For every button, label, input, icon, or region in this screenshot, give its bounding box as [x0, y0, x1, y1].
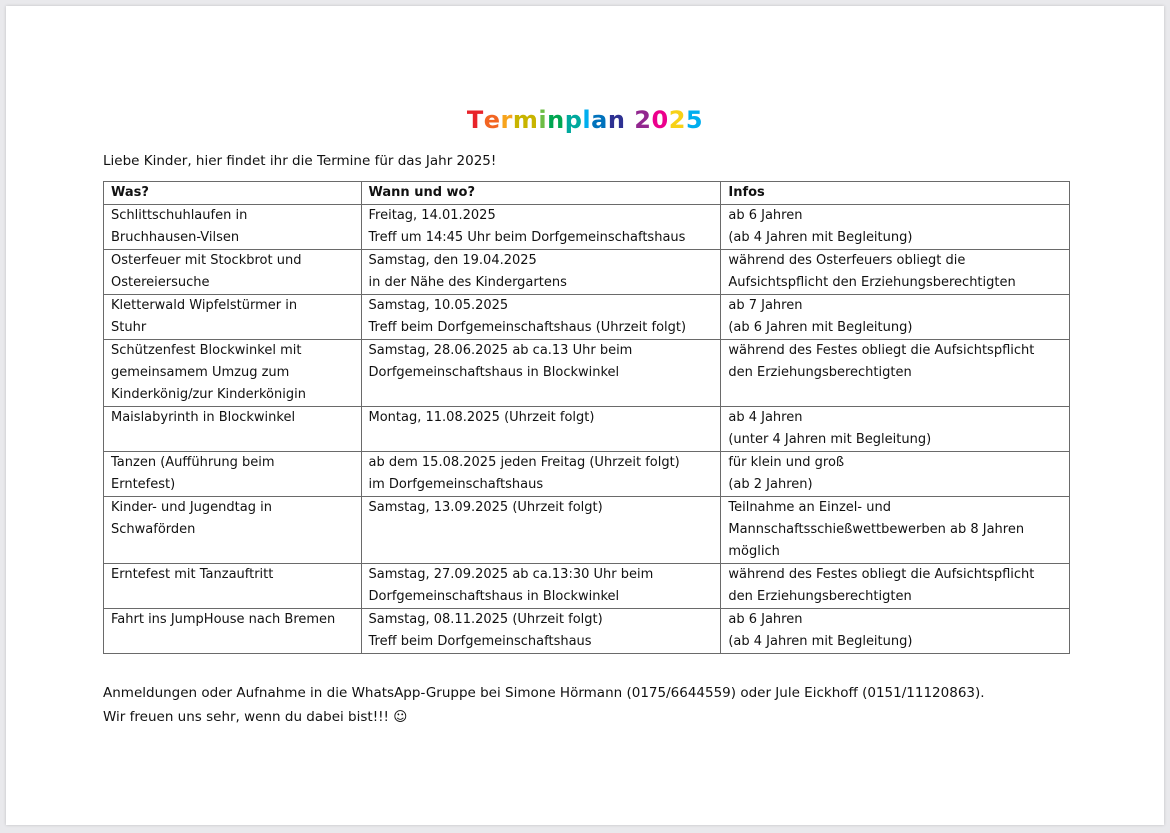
intro-text: Liebe Kinder, hier findet ihr die Termine für das Jahr 2025! [103, 153, 497, 169]
footer-registration-line: Anmeldungen oder Aufnahme in die WhatsApp-Gruppe bei Simone Hörmann (0175/6644559) oder Jule Eickhoff (0151/11120863). [103, 685, 985, 701]
cell-line: ab dem 15.08.2025 jeden Freitag (Uhrzeit folgt) [368, 455, 680, 470]
cell-infos [721, 340, 1070, 407]
cell-line: ab 6 Jahren [728, 612, 803, 627]
cell-line: ab 4 Jahren [728, 410, 803, 425]
cell-infos [721, 609, 1070, 654]
header-was: Was? [104, 182, 362, 205]
cell-line: Ostereiersuche [111, 275, 210, 290]
cell-line: für klein und groß [728, 455, 845, 470]
cell-line: möglich [728, 544, 780, 559]
cell-line: in der Nähe des Kindergartens [368, 275, 567, 290]
title-letter: n [607, 106, 626, 134]
cell-was [104, 407, 362, 452]
table-header-row [104, 182, 1070, 205]
cell-line: Kinderkönig/zur Kinderkönigin [111, 387, 306, 402]
cell-line: Bruchhausen-Vilsen [111, 230, 240, 245]
cell-infos [721, 497, 1070, 564]
cell-was [104, 205, 362, 250]
cell-wann [361, 250, 721, 295]
cell-was [104, 250, 362, 295]
cell-was [104, 497, 362, 564]
cell-wann [361, 407, 721, 452]
cell-line: während des Osterfeuers obliegt die [728, 253, 966, 268]
title-letter: m [512, 106, 539, 134]
cell-wann [361, 340, 721, 407]
cell-line: Treff beim Dorfgemeinschaftshaus [368, 634, 592, 649]
title-letter: e [483, 106, 501, 134]
table-row [104, 452, 1070, 497]
cell-line: den Erziehungsberechtigten [728, 589, 912, 604]
table-row [104, 564, 1070, 609]
table-row [104, 609, 1070, 654]
cell-line: Fahrt ins JumpHouse nach Bremen [111, 612, 336, 627]
cell-wann [361, 205, 721, 250]
cell-wann [361, 295, 721, 340]
cell-line: Dorfgemeinschaftshaus in Blockwinkel [368, 365, 620, 380]
title-letter [625, 106, 634, 134]
schedule-table [103, 181, 1070, 654]
header-infos: Infos [721, 182, 1070, 205]
cell-line: Samstag, 13.09.2025 (Uhrzeit folgt) [368, 500, 603, 515]
cell-was [104, 295, 362, 340]
table-row [104, 340, 1070, 407]
cell-line: Maislabyrinth in Blockwinkel [111, 410, 296, 425]
cell-line: Stuhr [111, 320, 147, 335]
title-letter: T [466, 106, 484, 134]
title-letter: a [591, 106, 608, 134]
title-letter: p [564, 106, 583, 134]
cell-line: Treff beim Dorfgemeinschaftshaus (Uhrzeit folgt) [368, 320, 687, 335]
footer-text [103, 681, 985, 729]
cell-line: Kletterwald Wipfelstürmer in [111, 298, 298, 313]
cell-line: Freitag, 14.01.2025 [368, 208, 496, 223]
cell-line: Erntefest mit Tanzauftritt [111, 567, 274, 582]
cell-line: Samstag, 08.11.2025 (Uhrzeit folgt) [368, 612, 603, 627]
cell-line: Montag, 11.08.2025 (Uhrzeit folgt) [368, 410, 595, 425]
cell-line: Schlittschuhlaufen in [111, 208, 248, 223]
table-row [104, 497, 1070, 564]
table-row [104, 295, 1070, 340]
cell-line: Kinder- und Jugendtag in [111, 500, 272, 515]
cell-line: Osterfeuer mit Stockbrot und [111, 253, 302, 268]
cell-line: Aufsichtspflicht den Erziehungsberechtigten [728, 275, 1016, 290]
cell-was [104, 564, 362, 609]
cell-line: Samstag, 27.09.2025 ab ca.13:30 Uhr beim [368, 567, 654, 582]
cell-wann [361, 609, 721, 654]
cell-infos [721, 205, 1070, 250]
cell-line: den Erziehungsberechtigten [728, 365, 912, 380]
cell-line: während des Festes obliegt die Aufsichtspflicht [728, 343, 1035, 358]
cell-wann [361, 452, 721, 497]
cell-line: ab 6 Jahren [728, 208, 803, 223]
cell-line: Erntefest) [111, 477, 176, 492]
table-row [104, 205, 1070, 250]
cell-was [104, 452, 362, 497]
title-letter: 0 [651, 106, 669, 134]
cell-line: Mannschaftsschießwettbewerben ab 8 Jahren [728, 522, 1025, 537]
title-letter: 5 [685, 106, 704, 134]
cell-line: Samstag, 28.06.2025 ab ca.13 Uhr beim [368, 343, 633, 358]
document-page [6, 6, 1164, 825]
cell-infos [721, 407, 1070, 452]
cell-line: (ab 4 Jahren mit Begleitung) [728, 230, 913, 245]
title-letter: r [500, 106, 513, 134]
footer-closing-line: Wir freuen uns sehr, wenn du dabei bist!!! ☺ [103, 709, 408, 725]
cell-infos [721, 564, 1070, 609]
cell-infos [721, 295, 1070, 340]
cell-infos [721, 250, 1070, 295]
cell-wann [361, 564, 721, 609]
cell-line: Dorfgemeinschaftshaus in Blockwinkel [368, 589, 620, 604]
cell-infos [721, 452, 1070, 497]
cell-line: Schwaförden [111, 522, 196, 537]
cell-line: Treff um 14:45 Uhr beim Dorfgemeinschaftshaus [368, 230, 686, 245]
table-row [104, 407, 1070, 452]
cell-line: ab 7 Jahren [728, 298, 803, 313]
cell-line: gemeinsamem Umzug zum [111, 365, 290, 380]
title-letter: l [582, 106, 592, 134]
cell-was [104, 340, 362, 407]
table-row [104, 250, 1070, 295]
title-letter: 2 [634, 106, 652, 134]
cell-line: Teilnahme an Einzel- und [728, 500, 891, 515]
page-title [6, 106, 1164, 134]
cell-line: (unter 4 Jahren mit Begleitung) [728, 432, 932, 447]
cell-line: im Dorfgemeinschaftshaus [368, 477, 544, 492]
title-letter: i [538, 106, 548, 134]
cell-line: während des Festes obliegt die Aufsichtspflicht [728, 567, 1035, 582]
cell-line: (ab 4 Jahren mit Begleitung) [728, 634, 913, 649]
schedule-table-body [104, 205, 1070, 654]
cell-wann [361, 497, 721, 564]
cell-line: Schützenfest Blockwinkel mit [111, 343, 302, 358]
cell-line: (ab 2 Jahren) [728, 477, 813, 492]
cell-was [104, 609, 362, 654]
cell-line: (ab 6 Jahren mit Begleitung) [728, 320, 913, 335]
title-letter: 2 [668, 106, 686, 134]
header-wann: Wann und wo? [361, 182, 721, 205]
cell-line: Samstag, 10.05.2025 [368, 298, 509, 313]
cell-line: Tanzen (Aufführung beim [111, 455, 275, 470]
title-letter: n [547, 106, 565, 134]
cell-line: Samstag, den 19.04.2025 [368, 253, 537, 268]
